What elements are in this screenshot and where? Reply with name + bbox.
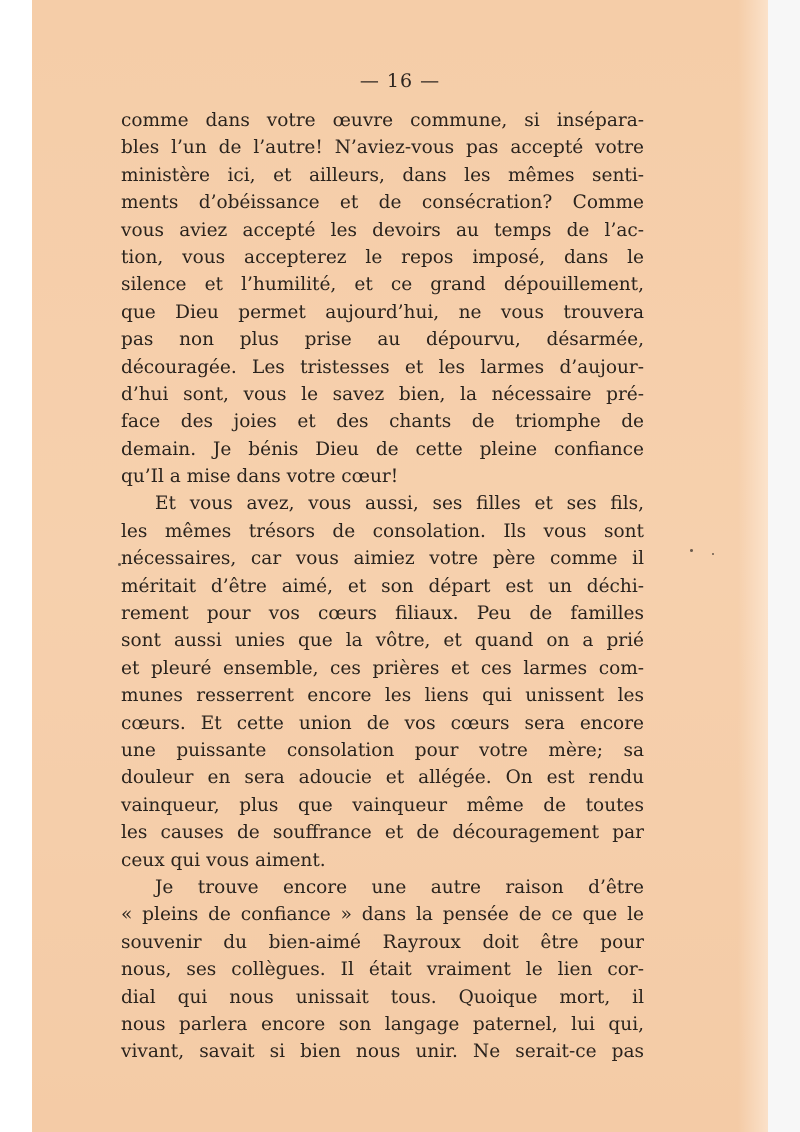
text-line: rement pour vos cœurs filiaux. Peu de familles bbox=[121, 603, 644, 625]
text-line: douleur en sera adoucie et allégée. On est rendu bbox=[121, 767, 644, 789]
page-edge-shadow bbox=[738, 0, 768, 1132]
text-line: nécessaires, car vous aimiez votre père comme il bbox=[121, 548, 644, 570]
text-line: ments d’obéissance et de consécration? Comme bbox=[121, 192, 644, 214]
text-line: une puissante consolation pour votre mère; sa bbox=[121, 739, 644, 761]
ink-speck bbox=[118, 563, 121, 566]
scan-margin bbox=[768, 0, 800, 1132]
page-body-text bbox=[121, 107, 644, 1066]
text-line: que Dieu permet aujourd’hui, ne vous trouvera bbox=[121, 301, 644, 323]
text-line: d’hui sont, vous le savez bien, la nécessaire pré- bbox=[121, 383, 644, 405]
text-line: pas non plus prise au dépourvu, désarmée, bbox=[121, 329, 644, 351]
page-number: — 16 — bbox=[359, 70, 441, 92]
text-line: face des joies et des chants de triomphe de bbox=[121, 411, 644, 433]
text-line: vivant, savait si bien nous unir. Ne serait-ce pas bbox=[121, 1041, 644, 1063]
text-line: qu’Il a mise dans votre cœur! bbox=[121, 466, 399, 488]
text-line: nous, ses collègues. Il était vraiment le lien cor- bbox=[121, 959, 644, 981]
text-line: Je trouve encore une autre raison d’être bbox=[155, 876, 644, 898]
text-line: souvenir du bien-aimé Rayroux doit être pour bbox=[121, 931, 644, 953]
text-line: tion, vous accepterez le repos imposé, dans le bbox=[121, 246, 644, 268]
text-line: vous aviez accepté les devoirs au temps de l’ac- bbox=[121, 219, 644, 241]
text-line: ministère ici, et ailleurs, dans les mêmes senti- bbox=[121, 164, 644, 186]
text-line: les mêmes trésors de consolation. Ils vous sont bbox=[121, 520, 644, 542]
text-line: demain. Je bénis Dieu de cette pleine confiance bbox=[121, 438, 644, 460]
ink-speck bbox=[690, 549, 693, 552]
text-line: bles l’un de l’autre! N’aviez-vous pas accepté votre bbox=[121, 137, 644, 159]
text-line: ceux qui vous aiment. bbox=[121, 849, 326, 871]
text-line: silence et l’humilité, et ce grand dépouillement, bbox=[121, 274, 644, 296]
text-line: découragée. Les tristesses et les larmes d’aujour- bbox=[121, 356, 644, 378]
text-line: comme dans votre œuvre commune, si insépara- bbox=[121, 110, 644, 131]
text-line: munes resserrent encore les liens qui unissent les bbox=[121, 685, 644, 707]
ink-speck bbox=[712, 553, 714, 555]
text-line: et pleuré ensemble, ces prières et ces larmes com- bbox=[121, 657, 644, 679]
text-line: vainqueur, plus que vainqueur même de toutes bbox=[121, 794, 644, 816]
text-line: nous parlera encore son langage paternel, lui qui, bbox=[121, 1013, 644, 1035]
text-line: cœurs. Et cette union de vos cœurs sera encore bbox=[121, 712, 644, 734]
text-line: « pleins de confiance » dans la pensée de ce que le bbox=[121, 904, 644, 926]
text-line: les causes de souffrance et de découragement par bbox=[121, 822, 644, 844]
text-line: Et vous avez, vous aussi, ses filles et ses fils, bbox=[155, 493, 644, 515]
text-line: dial qui nous unissait tous. Quoique mort, il bbox=[121, 986, 644, 1008]
text-line: méritait d’être aimé, et son départ est un déchi- bbox=[121, 575, 644, 597]
text-line: sont aussi unies que la vôtre, et quand on a prié bbox=[121, 630, 644, 652]
